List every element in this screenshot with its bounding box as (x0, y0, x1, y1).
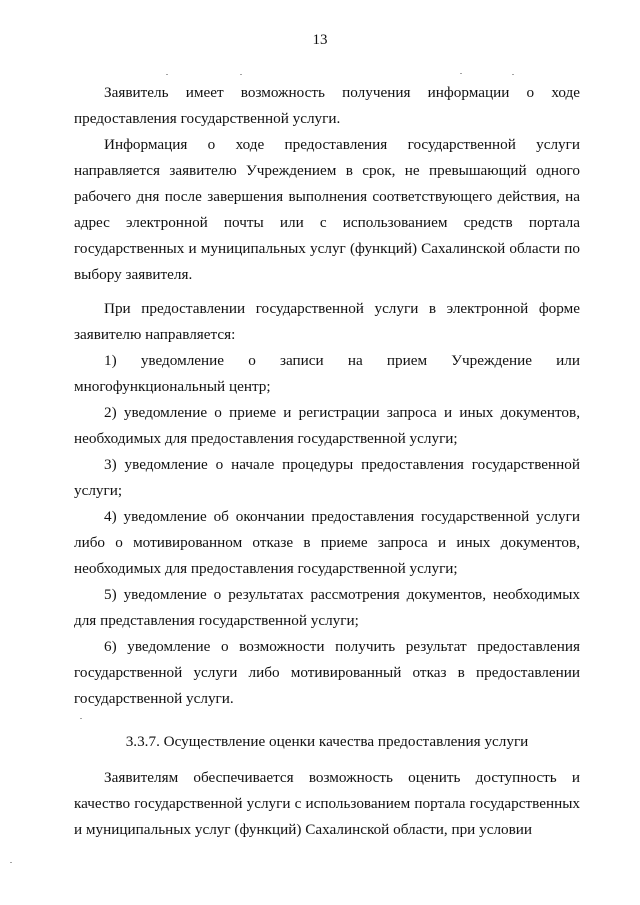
scan-speck (512, 74, 514, 75)
scan-speck (10, 862, 12, 863)
list-item: 3) уведомление о начале процедуры предоставления государственной услуги; (74, 456, 580, 499)
scan-speck (460, 73, 462, 74)
list-item: 6) уведомление о возможности получить результат предоставления государственной услуги либо мотивированный отказ в предоставлении государственной услуги. (74, 638, 580, 707)
body-text (74, 80, 580, 712)
paragraph: При предоставлении государственной услуги в электронной форме заявителю направляется: (74, 300, 580, 343)
paragraph: Заявителям обеспечивается возможность оценить доступность и качество государственной услуги с использованием портала государственных и муниципальных услуг (функций) Сахалинской области, при условии (74, 769, 580, 838)
scan-speck (166, 74, 168, 75)
paragraph: Заявитель имеет возможность получения информации о ходе предоставления государственной услуги. (74, 84, 580, 127)
page-number: 13 (312, 32, 328, 48)
list-item: 5) уведомление о результатах рассмотрения документов, необходимых для представления государственной услуги; (74, 586, 580, 629)
section-body (74, 765, 580, 843)
paragraph: Информация о ходе предоставления государственной услуги направляется заявителю Учреждением в срок, не превышающий одного рабочего дня после завершения выполнения соответствующего действия, на адрес электронной почты или с использованием средств портала государственных и муниципальных услуг (функций) Сахалинской области по выбору заявителя. (74, 136, 580, 283)
scan-speck (240, 74, 242, 75)
list-item: 1) уведомление о записи на прием Учреждение или многофункциональный центр; (74, 352, 580, 395)
section-heading: 3.3.7. Осуществление оценки качества предоставления услуги (125, 733, 529, 750)
scan-speck (80, 718, 82, 719)
list-item: 4) уведомление об окончании предоставления государственной услуги либо о мотивированном отказе в приеме запроса и иных документов, необходимых для предоставления государственной услуги; (74, 508, 580, 577)
list-item: 2) уведомление о приеме и регистрации запроса и иных документов, необходимых для предоставления государственной услуги; (74, 404, 580, 447)
